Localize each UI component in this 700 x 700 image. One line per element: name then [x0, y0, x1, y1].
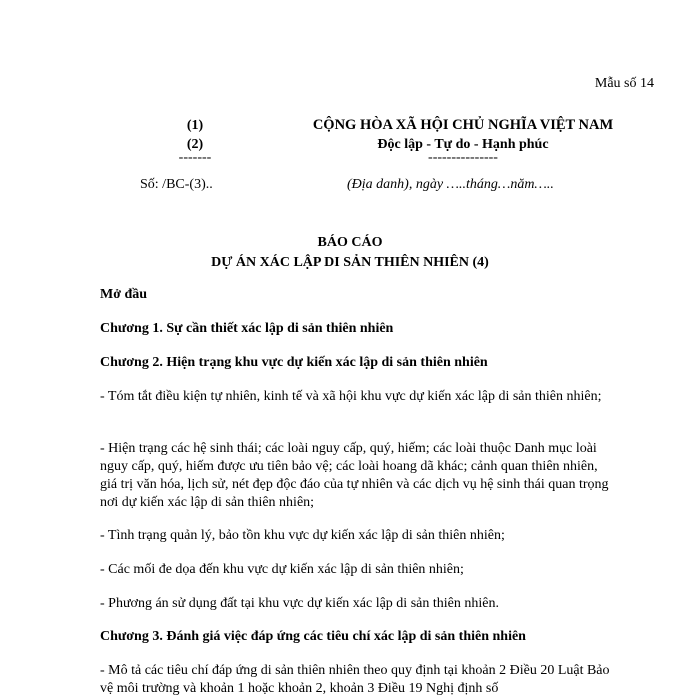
national-motto: Độc lập - Tự do - Hạnh phúc [377, 137, 549, 152]
section-intro: Mở đầu [100, 287, 148, 302]
document-subtitle: DỰ ÁN XÁC LẬP DI SẢN THIÊN NHIÊN (4) [211, 255, 489, 270]
section-chapter-3: Chương 3. Đánh giá việc đáp ứng các tiêu chí xác lập di sản thiên nhiên [100, 629, 526, 644]
chapter-2-item: - Tóm tắt điều kiện tự nhiên, kinh tế và xã hội khu vực dự kiến xác lập di sản thiên nhiên; [100, 389, 602, 404]
chapter-2-item: - Tình trạng quản lý, bảo tồn khu vực dự kiến xác lập di sản thiên nhiên; [100, 528, 505, 543]
chapter-2-item: - Các mối đe dọa đến khu vực dự kiến xác lập di sản thiên nhiên; [100, 562, 464, 577]
agency-divider: ------- [178, 150, 212, 165]
national-title: CỘNG HÒA XÃ HỘI CHỦ NGHĨA VIỆT NAM [312, 117, 614, 133]
document-number: Số: /BC-(3).. [140, 177, 213, 192]
motto-divider: --------------- [428, 150, 498, 165]
chapter-2-item: - Hiện trạng các hệ sinh thái; các loài nguy cấp, quý, hiếm; các loài thuộc Danh mục loài nguy cấp, quý, hiếm được ưu tiên bảo vệ; các loài hoang dã khác; cảnh quan thiên nhiên, giá trị văn hóa, lịch sử, nét đẹp độc đáo của tự nhiên và các dịch vụ hệ sinh thái quan trọng nơi dự kiến xác lập di sản thiên nhiên; [100, 441, 609, 510]
agency-line-1: (1) [186, 118, 204, 133]
chapter-2-item: - Phương án sử dụng đất tại khu vực dự kiến xác lập di sản thiên nhiên. [100, 596, 499, 611]
form-number: Mẫu số 14 [594, 76, 654, 91]
chapter-3-item: - Mô tả các tiêu chí đáp ứng di sản thiên nhiên theo quy định tại khoản 2 Điều 20 Luật Bảo vệ môi trường và khoản 1 hoặc khoản 2, khoản 3 Điều 19 Nghị định số [100, 663, 610, 696]
document-title: BÁO CÁO [317, 235, 383, 250]
place-date: (Địa danh), ngày …..tháng…năm….. [347, 177, 554, 192]
section-chapter-2: Chương 2. Hiện trạng khu vực dự kiến xác lập di sản thiên nhiên [100, 355, 488, 370]
agency-line-2: (2) [186, 137, 204, 152]
section-chapter-1: Chương 1. Sự cần thiết xác lập di sản thiên nhiên [100, 321, 394, 336]
